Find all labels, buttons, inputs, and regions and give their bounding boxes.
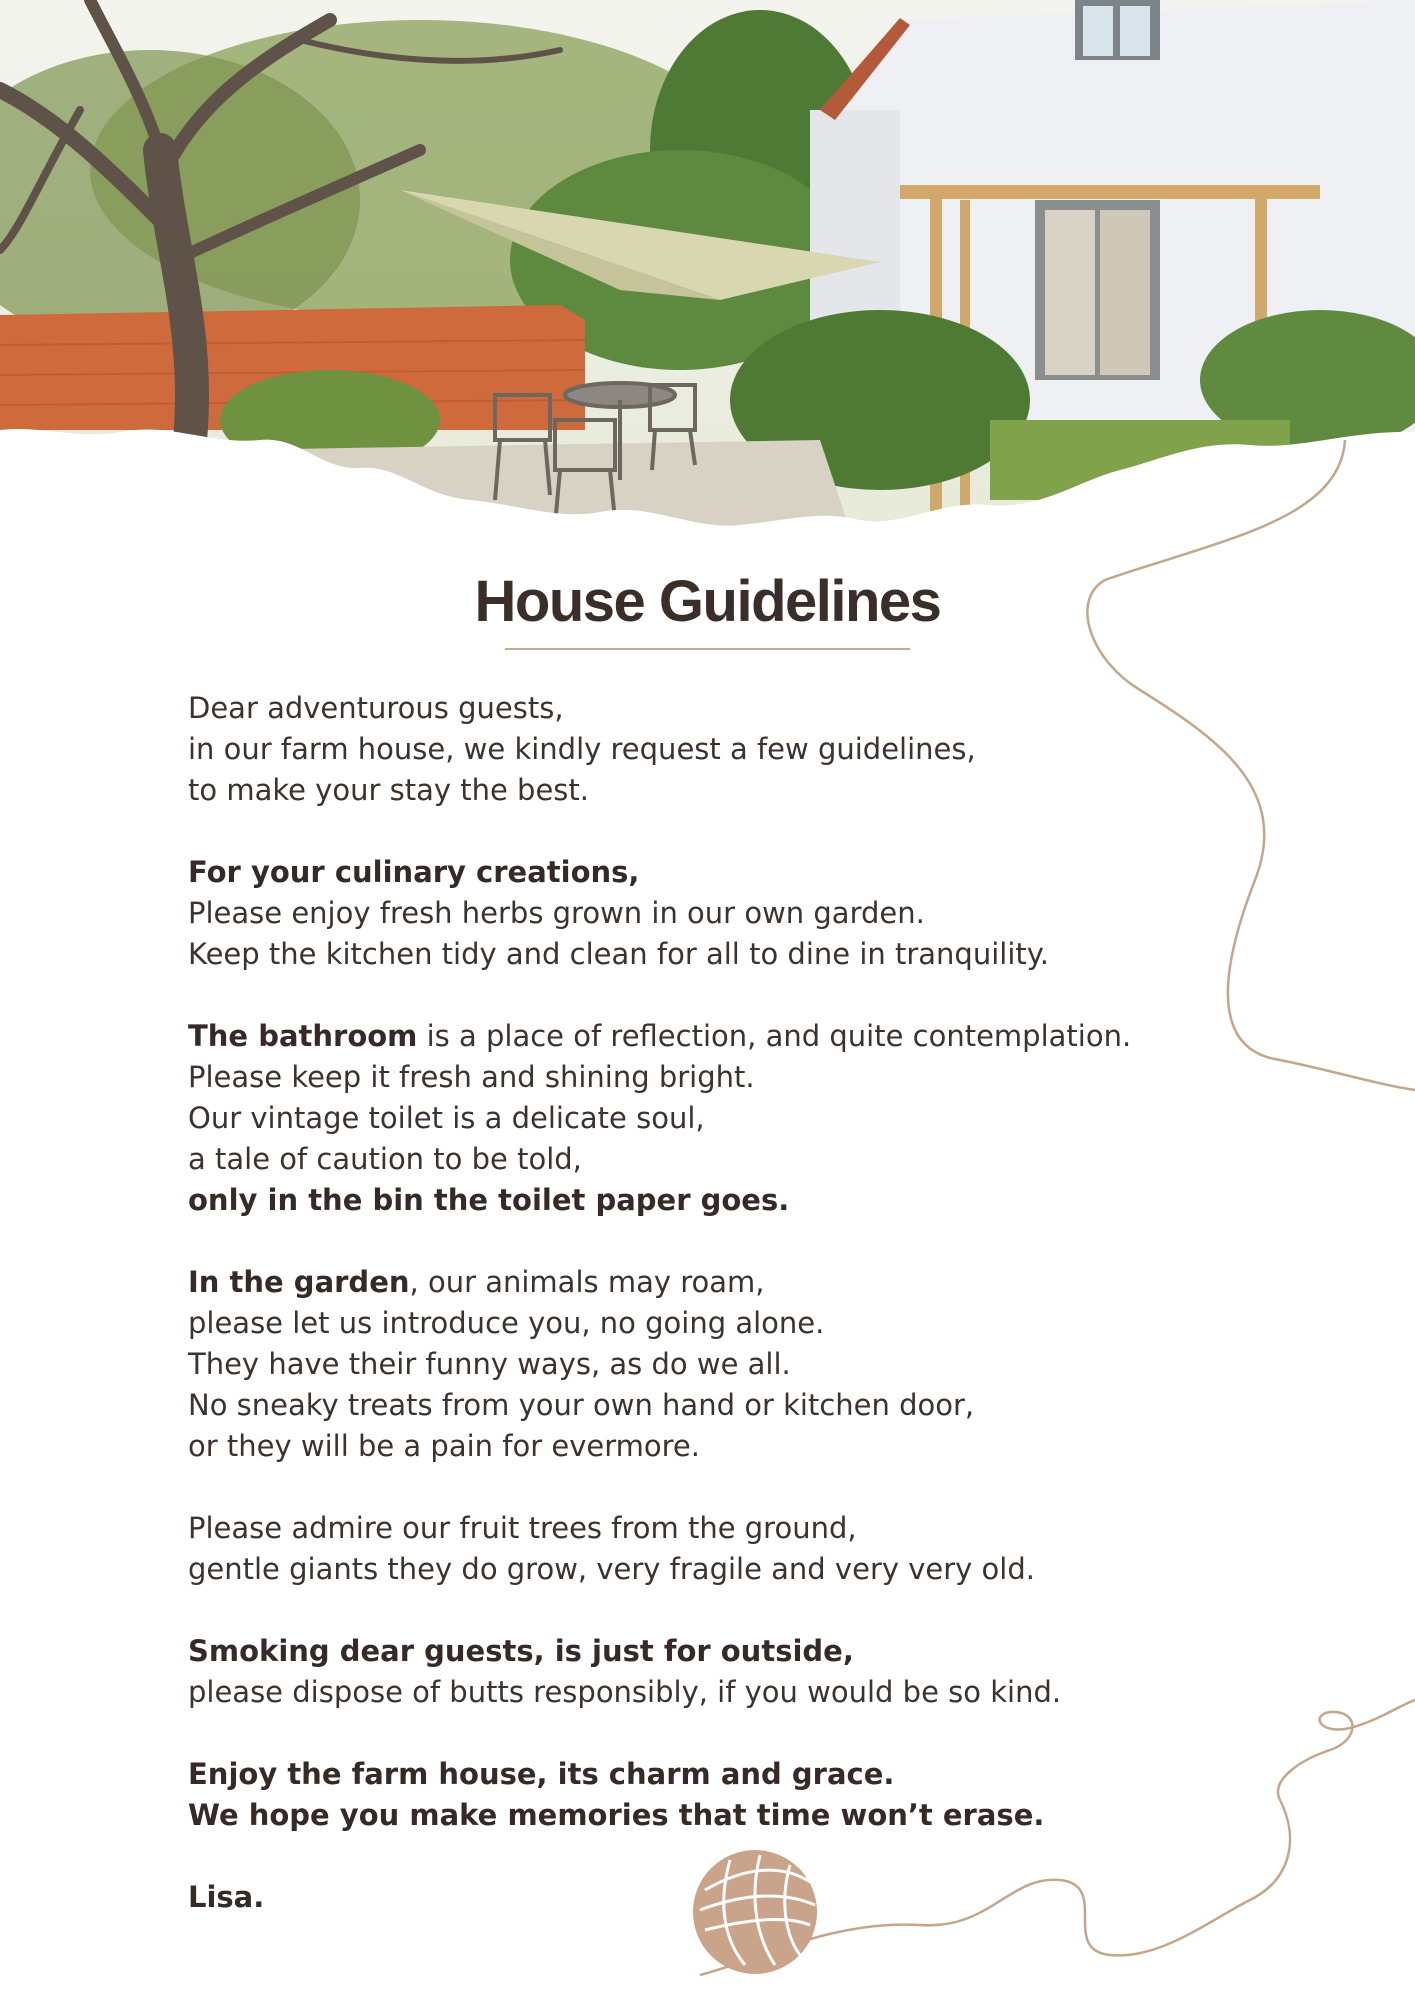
bathroom-line: Our vintage toilet is a delicate soul,: [188, 1101, 705, 1135]
hero-photo: [0, 0, 1415, 560]
page-title: House Guidelines: [474, 569, 941, 634]
bathroom-paragraph: [188, 1016, 1238, 1221]
closing-paragraph: [188, 1754, 1238, 1836]
signature-paragraph: [188, 1877, 1238, 1918]
smoking-heading: Smoking dear guests, is just for outside,: [188, 1634, 854, 1668]
bathroom-lead-bold: The bathroom: [188, 1019, 418, 1053]
bathroom-warning: only in the bin the toilet paper goes.: [188, 1183, 790, 1217]
bathroom-lead: [188, 1016, 1238, 1057]
garden-lead-bold: In the garden: [188, 1265, 410, 1299]
garden-line: please let us introduce you, no going alone.: [188, 1306, 825, 1340]
bathroom-line: Please keep it fresh and shining bright.: [188, 1060, 755, 1094]
garden-line: No sneaky treats from your own hand or kitchen door,: [188, 1388, 975, 1422]
kitchen-line: Keep the kitchen tidy and clean for all to dine in tranquility.: [188, 937, 1049, 971]
smoking-line: please dispose of butts responsibly, if you would be so kind.: [188, 1675, 1062, 1709]
garden-lead: [188, 1262, 1238, 1303]
bathroom-lead-rest: is a place of reflection, and quite contemplation.: [417, 1019, 1132, 1053]
intro-paragraph: [188, 688, 1238, 811]
kitchen-heading: For your culinary creations,: [188, 855, 640, 889]
intro-line: in our farm house, we kindly request a few guidelines,: [188, 732, 976, 766]
kitchen-line: Please enjoy fresh herbs grown in our own garden.: [188, 896, 925, 930]
smoking-paragraph: [188, 1631, 1238, 1713]
garden-paragraph: [188, 1262, 1238, 1467]
bathroom-line: a tale of caution to be told,: [188, 1142, 582, 1176]
garden-lead-rest: , our animals may roam,: [409, 1265, 765, 1299]
title-block: [0, 568, 1415, 635]
closing-line: Enjoy the farm house, its charm and grace.: [188, 1757, 895, 1791]
garden-line: They have their funny ways, as do we all.: [188, 1347, 791, 1381]
kitchen-paragraph: [188, 852, 1238, 975]
trees-line: gentle giants they do grow, very fragile and very very old.: [188, 1552, 1035, 1586]
trees-paragraph: [188, 1508, 1238, 1590]
intro-line: Dear adventurous guests,: [188, 691, 564, 725]
closing-line: We hope you make memories that time won’t erase.: [188, 1798, 1045, 1832]
signature: Lisa.: [188, 1880, 265, 1914]
title-underline: [505, 648, 910, 650]
guidelines-body: [188, 688, 1238, 1959]
garden-line: or they will be a pain for evermore.: [188, 1429, 700, 1463]
trees-line: Please admire our fruit trees from the ground,: [188, 1511, 857, 1545]
intro-line: to make your stay the best.: [188, 773, 589, 807]
